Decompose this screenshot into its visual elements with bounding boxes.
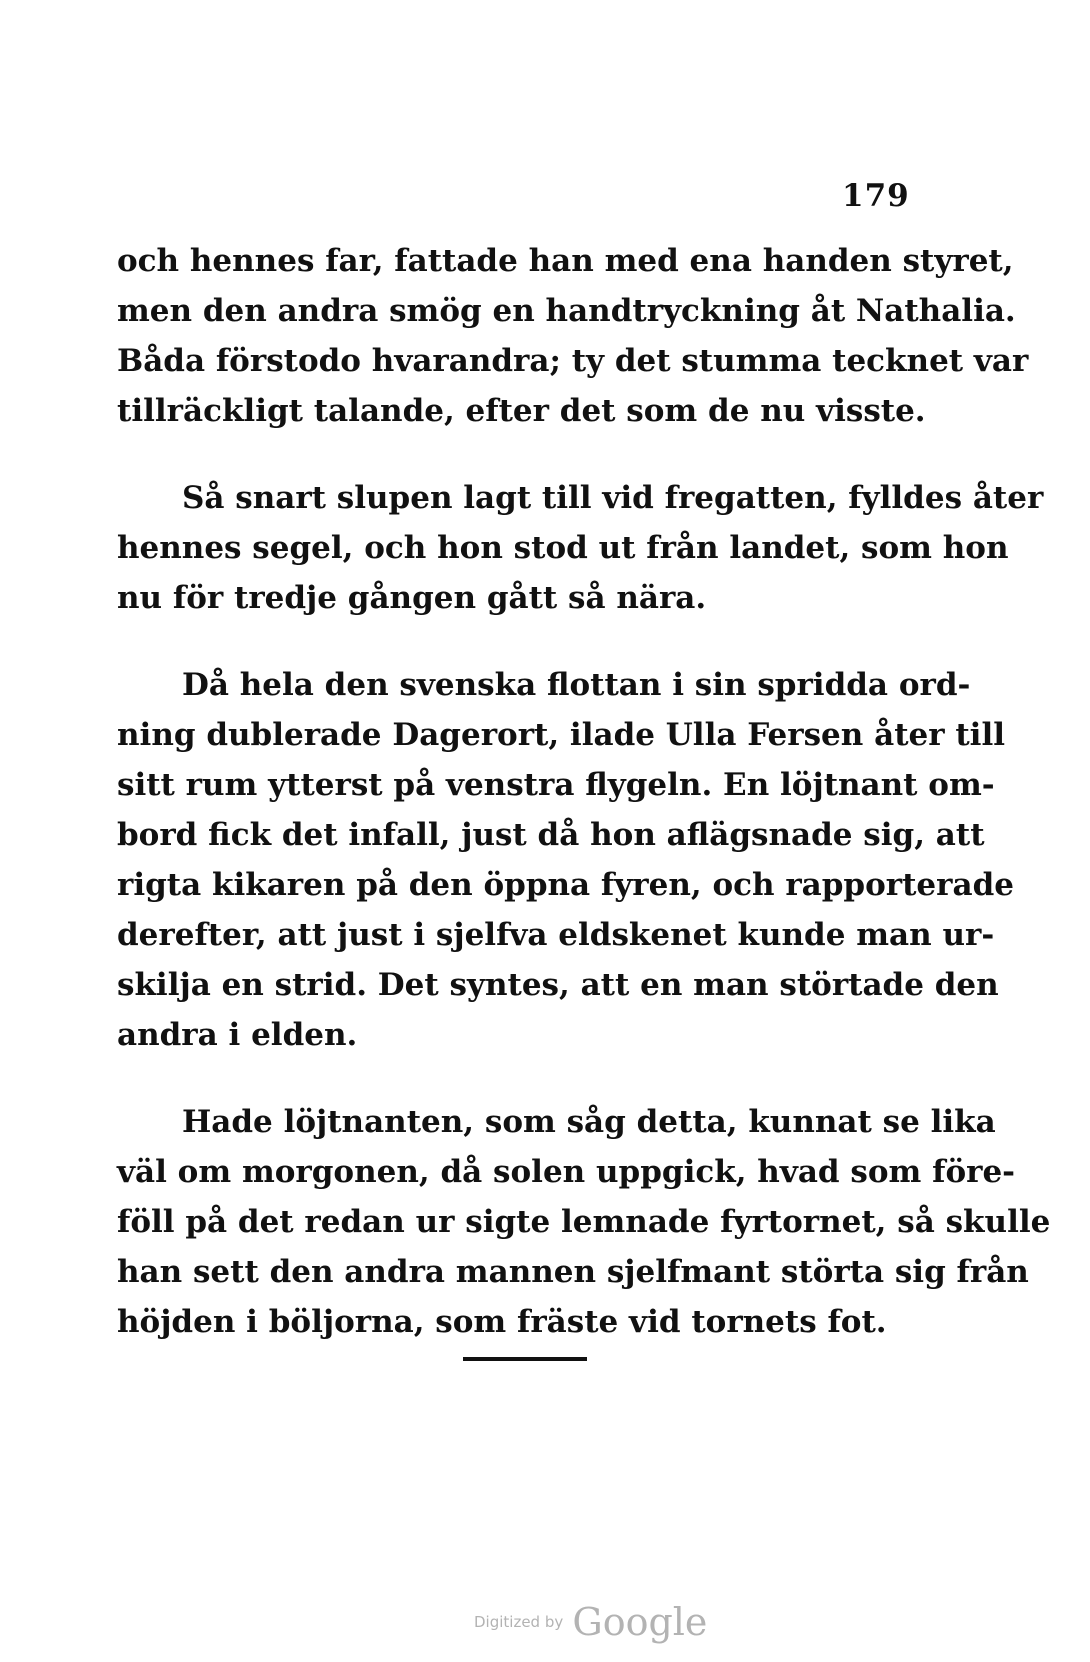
- text-line: Båda förstodo hvarandra; ty det stumma tecknet var: [117, 343, 1029, 379]
- text-line: tillräckligt talande, efter det som de nu visste.: [117, 393, 926, 429]
- digitized-watermark: [474, 1600, 707, 1644]
- text-line: rigta kikaren på den öppna fyren, och rapporterade: [117, 867, 1014, 903]
- text-line: väl om morgonen, då solen uppgick, hvad som före-: [117, 1154, 1016, 1190]
- text-line: Så snart slupen lagt till vid fregatten, fylldes åter: [182, 480, 1044, 516]
- text-line: och hennes far, fattade han med ena handen styret,: [117, 243, 1014, 279]
- text-line: bord fick det infall, just då hon aflägsnade sig, att: [117, 817, 985, 853]
- text-line: hennes segel, och hon stod ut från landet, som hon: [117, 530, 1009, 566]
- page-number: 179: [842, 178, 910, 214]
- text-line: men den andra smög en handtryckning åt Nathalia.: [117, 293, 1016, 329]
- text-line: Då hela den svenska flottan i sin spridda ord-: [182, 667, 971, 703]
- watermark-prefix: Digitized by: [474, 1613, 564, 1631]
- text-line: derefter, att just i sjelfva eldskenet kunde man ur-: [117, 917, 995, 953]
- text-line: ning dublerade Dagerort, ilade Ulla Fersen åter till: [117, 717, 1006, 753]
- watermark-brand: Google: [572, 1600, 708, 1644]
- paragraph-3: [117, 660, 1014, 1060]
- text-line: höjden i böljorna, som fräste vid tornets fot.: [117, 1304, 887, 1340]
- paragraph-1: [117, 236, 1029, 436]
- paragraph-4: [117, 1097, 1051, 1347]
- text-line: sitt rum ytterst på venstra flygeln. En löjtnant om-: [117, 767, 995, 803]
- page-text: [117, 236, 1051, 1347]
- text-line: han sett den andra mannen sjelfmant störta sig från: [117, 1254, 1029, 1290]
- text-line: föll på det redan ur sigte lemnade fyrtornet, så skulle: [117, 1204, 1051, 1240]
- text-line: nu för tredje gången gått så nära.: [117, 580, 707, 616]
- text-line: andra i elden.: [117, 1017, 358, 1053]
- text-line: Hade löjtnanten, som såg detta, kunnat se lika: [182, 1104, 996, 1140]
- text-line: skilja en strid. Det syntes, att en man störtade den: [117, 967, 999, 1003]
- end-rule-divider: [463, 1357, 587, 1361]
- paragraph-2: [117, 473, 1044, 623]
